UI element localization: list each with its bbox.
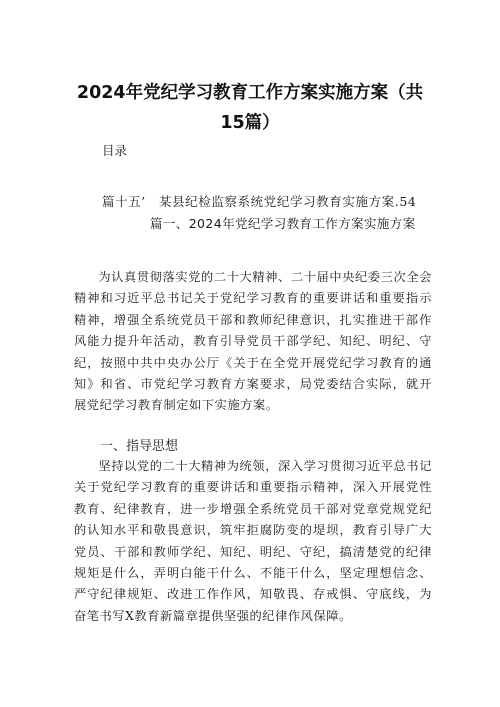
toc-entry[interactable]: 篇十五’ 某县纪检监察系统党纪学习教育实施方案.54 [102,194,417,209]
section-title: 篇一、2024年党纪学习教育工作方案实施方案 [150,216,416,231]
document-title: 2024年党纪学习教育工作方案实施方案（共15篇） [76,83,424,133]
body-paragraph-intro: 为认真贯彻落实党的二十大精神、二十届中央纪委三次全会精神和习近平总书记关于党纪学习教育的重要讲话和重要指示精神，增强全系统党员干部和教师纪律意识，扎实推进干部作风能力提升年活动，教育引导党员干部学纪、知纪、明纪、守纪，按照中共中央办公厅《关于在全党开展党纪学习教育的通知》和省、市党纪学习教育方案要求，局党委结合实际，就开展党纪学习教育制定如下实施方案。 [74,270,432,413]
body-paragraph-guiding-ideology: 坚持以党的二十大精神为统领，深入学习贯彻习近平总书记关于党纪学习教育的重要讲话和重要指示精神，深入开展党性教育、纪律教育，进一步增强全系统党员干部对党章党规党纪的认知水平和敬畏意识，筑牢拒腐防变的堤坝，教育引导广大党员、干部和教师学纪、知纪、明纪、守纪，搞清楚党的纪律规矩是什么，弄明白能干什么、不能干什么，坚定理想信念、严守纪律规矩、改进工作作风，知敬畏、存戒惧、守底线，为奋笔书写X教育新篇章提供坚强的纪律作风保障。 [74,459,432,623]
toc-label: 目录 [102,143,128,158]
section-heading-guiding-ideology: 一、指导思想 [100,439,179,454]
